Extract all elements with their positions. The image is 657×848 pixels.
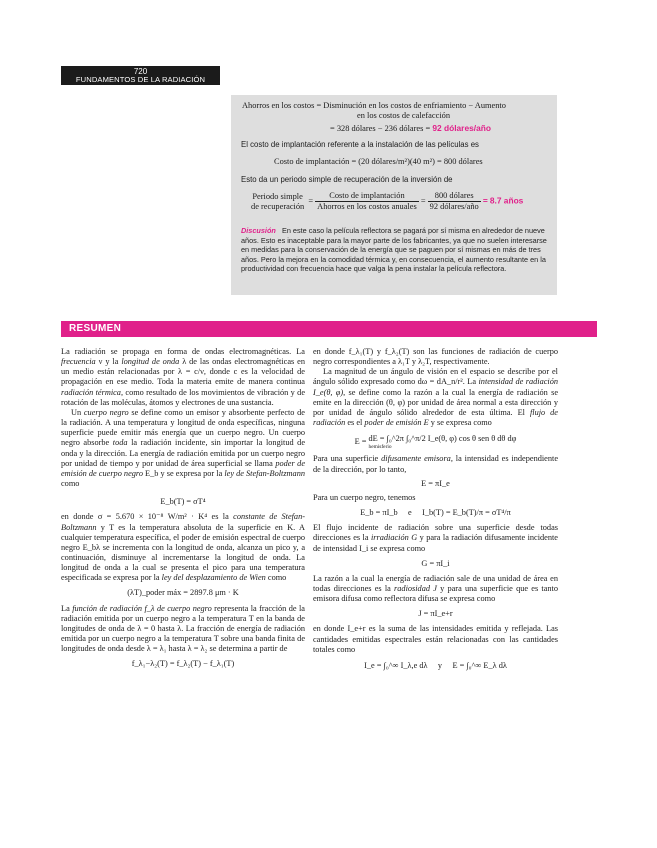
equation-radiosity: J = πI_e+r [418,609,453,619]
summary-left-column [61,347,305,675]
paragraph-spectral: en donde I_e+r es la suma de las intensidades emitida y reflejada. Las cantidades emitidas espectrales están relacionadas con las cantidades totales como [313,624,558,654]
paragraph-blackbody: Un cuerpo negro se define como un emisor y absorbente perfecto de la radiación. A una temperatura y longitud de onda específicas, ninguna superficie puede emitir más energía que un cuerpo negro. Un cuerpo negro absorbe toda la radiación incidente, sin importar la longitud de onda y la dirección. La energía de radiación emitida por un cuerpo negro por unidad de tiempo y por unidad de área superficial se llama poder de emisión de cuerpo negro E_b y se expresa por la ley de Stefan-Boltzmann como [61,407,305,489]
paragraph-irradiation: El flujo incidente de radiación sobre una superficie desde todas direcciones es la irradiación G y para la radiación difusamente incidente de intensidad I_i se expresa como [313,523,558,553]
paragraph-radiosity: La razón a la cual la energía de radiación sale de una unidad de área en todas direcciones es la radiosidad J y para una superficie que es tanto emisora difusa como reflectora difusa se expresa como [313,573,558,604]
paragraph-functions: en donde f_λ₁(T) y f_λ₂(T) son las funciones de radiación de cuerpo negro correspondientes a λ₁T y λ₂T, respectivamente. [313,347,558,367]
ahorros-line-2: en los costos de calefacción [357,111,451,120]
paragraph-intensity: La magnitud de un ángulo de visión en el espacio se describe por el ángulo sólido expresado como dω = dA_n/r². La intensidad de radiación I_e(θ, φ), se define como la razón a la cual la energía de radiación se emite en la dirección (θ, φ) por unidad de área normal a esta dirección y por unidad de ángulo sólido alrededor de esta última. El flujo de radiación es el poder de emisión E y se expresa como [313,367,559,428]
page-number: 720 [133,67,148,76]
equation-blackbody: E_b = πI_b e I_b(T) = E_b(T)/π = σT⁴/π [360,508,511,518]
ahorros-line-1: Ahorros en los costos = Disminución en los costos de enfriamiento − Aumento [242,101,506,110]
periodo-text: Esto da un periodo simple de recuperación de la inversión de [241,175,453,184]
summary-title: RESUMEN [69,323,122,334]
equation-emissive-power: E = dE = ∫₀^2π ∫₀^π/2 I_e(θ, φ) cos θ sen θ dθ dφ hemisferio [354,434,517,451]
equation-fraction: f_λ₁−λ₂(T) = f_λ₂(T) − f_λ₁(T) [131,659,235,669]
equation-irradiation: G = πI_i [421,558,450,568]
ahorros-result: 92 dólares/año [432,123,491,133]
equation-spectral-totals: I_e = ∫₀^∞ I_λ,e dλ y E = ∫₀^∞ E_λ dλ [364,660,507,670]
equation-wien: (λT)_poder máx = 2897.8 μm · K [127,588,239,598]
discussion: Discusión En este caso la película reflectora se pagará por sí misma en alrededor de nueve años. Esto es inaceptable para la mayor parte de los fabricantes, ya que no suelen interesarse en medidas para la conservación de la energía que se paguen por sí mismas en más de tres años. Pero la mejora en la comodidad térmica y, en consecuencia, el aumento resultante en la productividad con frecuencia hace que valga la pena instalar la película reflectora. [241,226,547,274]
periodo-equation: Periodo simple de recuperación = $\frac{\text{Costo de implantación}}{\text{Ahorros en los costos anuales}}$ = $\frac{\text{800 dólares}}{\text{92 dólares/año}}$ = 8.7 años [251,191,524,211]
paragraph-radiation-function: La función de radiación f_λ de cuerpo negro representa la fracción de la radiación emitida por un cuerpo negro a la temperatura T en la banda de longitudes de onda de λ = 0 hasta λ. La fracción de energía de radiación emitida por un cuerpo negro a la temperatura T sobre una banda finita de longitudes de onda desde λ = λ₁ hasta λ = λ₂ se determina a partir de [61,603,305,654]
paragraph-stefan-constant: en donde σ = 5.670 × 10⁻⁸ W/m² · K⁴ es la constante de Stefan-Boltzmann y T es la temperatura absoluta de la superficie en K. A cualquier temperatura específica, el poder de emisión espectral de cuerpo negro E_bλ se incrementa con la longitud de onda, alcanza un pico y, a continuación, disminuye al incrementarse la longitud de onda. La longitud de onda a la cual se presenta el pico para una temperatura especificada se expresa por la ley del desplazamiento de Wien como [61,512,305,583]
example-box [231,95,557,295]
equation-diffuse: E = πI_e [421,478,450,488]
equation-stefan: E_b(T) = σT⁴ [160,497,206,507]
paragraph-radiation: La radiación se propaga en forma de ondas electromagnéticas. La frecuencia ν y la longitud de onda λ de las ondas electromagnéticas en un medio están relacionadas por λ = c/ν, donde c es la velocidad de propagación en ese medio. Toda la materia emite de manera continua radiación térmica, como resultado de los movimientos de vibración y de rotación de las moléculas, átomos y electrones de una sustancia. [61,347,306,407]
summary-right-column [313,347,558,677]
paragraph-diffuse: Para una superficie difusamente emisora, la intensidad es independiente de la dirección, por lo tanto, [313,454,558,474]
chapter-title: FUNDAMENTOS DE LA RADIACIÓN [75,75,206,84]
paragraph-blackbody-intensity: Para un cuerpo negro, tenemos [313,492,416,502]
running-header [61,66,220,85]
costo-equation: Costo de implantación = (20 dólares/m²)(40 m²) = 800 dólares [274,157,483,166]
costo-text: El costo de implantación referente a la instalación de las películas es [241,140,479,149]
periodo-result: 8.7 años [489,195,524,206]
ahorros-calc: = 328 dólares − 236 dólares = 92 dólares/año [330,123,491,133]
summary-header-bar [61,321,597,337]
